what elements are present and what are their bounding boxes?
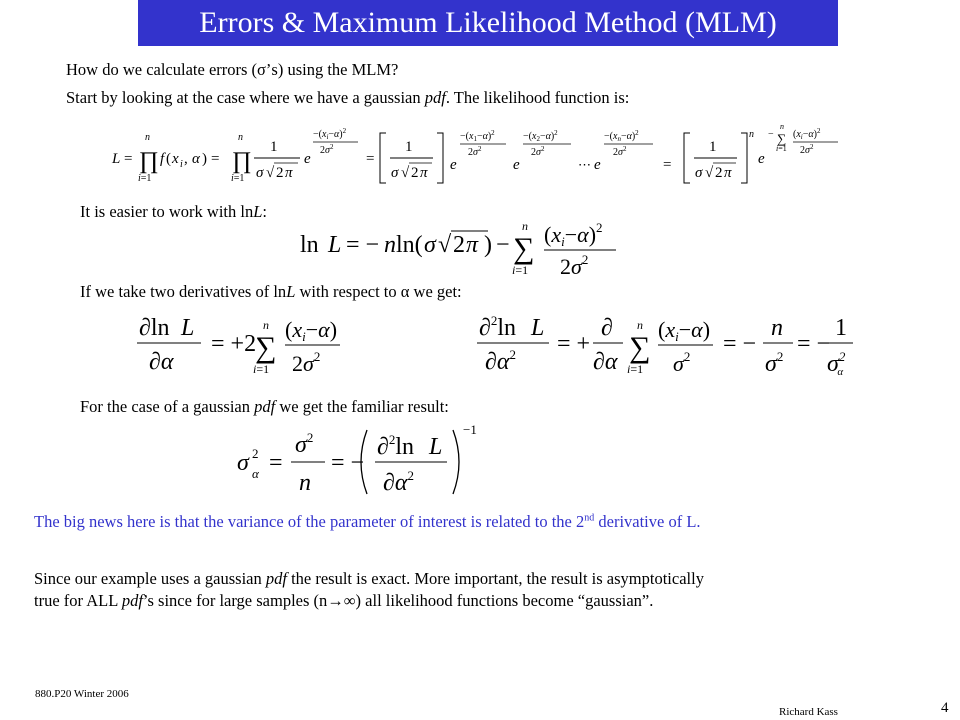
slide-title: Errors & Maximum Likelihood Method (MLM)	[138, 0, 838, 46]
log-likelihood-equation	[298, 212, 628, 287]
svg-text:−: −	[496, 232, 510, 258]
svg-text:∑: ∑	[777, 131, 787, 146]
svg-text:√: √	[401, 165, 410, 181]
likelihood-equation	[108, 115, 868, 200]
intro-question: How do we calculate errors (σ’s) using the MLM?	[66, 60, 399, 79]
svg-text:=: =	[211, 151, 220, 167]
svg-text:−(x2−α)2: $-(x_2-\alpha)^2$	[523, 129, 558, 143]
big-news-text: The big news here is that the variance of the parameter of interest is related to the 2nd derivative of L.	[34, 512, 701, 531]
svg-text:e: e	[758, 151, 765, 167]
svg-text:L: L	[328, 232, 342, 258]
svg-text:i=1: i=1	[627, 362, 644, 376]
svg-text:σ: σ	[256, 165, 264, 181]
svg-text:−1: −1	[463, 422, 477, 437]
svg-text:i: i	[180, 159, 183, 170]
second-derivative-equation	[475, 305, 855, 385]
footer-author: Richard Kass	[779, 706, 838, 718]
svg-text:x: x	[172, 151, 179, 167]
svg-text:√: √	[438, 232, 452, 258]
svg-text:σ: σ	[391, 165, 399, 181]
svg-text:n: n	[238, 132, 243, 143]
svg-text:): )	[484, 232, 492, 258]
svg-text:= −: = −	[723, 331, 757, 357]
svg-text:(xi−α)2: $(x_i-\alpha)^2$	[793, 127, 821, 141]
exact-text-line1: Since our example uses a gaussian pdf the result is exact. More important, the result is asymptotically	[34, 569, 704, 588]
footer-course: 880.P20 Winter 2006	[35, 688, 129, 700]
svg-text:2: 2	[411, 165, 419, 181]
svg-text:√: √	[266, 165, 275, 181]
svg-text:= −: = −	[346, 232, 380, 258]
svg-text:−: −	[768, 129, 774, 140]
svg-text:n: n	[145, 132, 150, 143]
svg-text:ln: ln	[300, 232, 319, 258]
svg-text:π: π	[420, 165, 428, 181]
svg-text:L: L	[531, 315, 545, 341]
svg-text:∂2ln: ∂$^2$ln	[479, 313, 517, 341]
svg-text:n: n	[263, 318, 269, 332]
svg-text:σ2: $\sigma^2$	[295, 430, 314, 458]
svg-text:π: π	[285, 165, 293, 181]
svg-text:= −: = −	[331, 450, 365, 476]
svg-text:1: 1	[709, 139, 717, 155]
svg-text:= +2: = +2	[211, 331, 257, 357]
svg-text:= −: = −	[797, 331, 831, 357]
svg-text:α: α	[192, 151, 200, 167]
svg-text:−(xn−α)2: $-(x_n-\alpha)^2$	[604, 129, 639, 143]
svg-text:π: π	[466, 232, 479, 258]
svg-text:n: n	[637, 318, 643, 332]
svg-text:i=1: i=1	[138, 173, 152, 184]
svg-text:∏: ∏	[232, 148, 252, 174]
svg-text:=: =	[663, 157, 672, 173]
svg-text:∂ln: ∂ln	[139, 315, 170, 341]
page-number: 4	[941, 700, 949, 716]
svg-text:e: e	[304, 151, 311, 167]
svg-text:= +: = +	[557, 331, 591, 357]
svg-text:α: α	[252, 466, 259, 481]
svg-text:(xi−α): (xi−α)	[658, 317, 711, 344]
svg-text:ln(: ln(	[396, 232, 423, 258]
svg-text:e: e	[450, 157, 457, 173]
svg-text:i=1: i=1	[253, 362, 270, 376]
svg-text:2σ2: $2\sigma^2$	[800, 143, 814, 156]
svg-text:π: π	[724, 165, 732, 181]
svg-text:e: e	[513, 157, 520, 173]
svg-text:): )	[202, 151, 207, 167]
svg-text:i=1: i=1	[512, 263, 529, 277]
svg-text:−(xi−α)2: $-(x_i-\alpha)^2$	[313, 127, 347, 141]
svg-text:(xi−α)2: $(xi-\alpha)^2$	[544, 220, 603, 249]
svg-text:∏: ∏	[139, 148, 159, 174]
svg-text:∂α: ∂α	[593, 349, 618, 375]
svg-text:L: L	[181, 315, 195, 341]
svg-text:n: n	[749, 129, 754, 140]
svg-text:σ: σ	[237, 450, 249, 476]
svg-text:2σ2: $2\sigma^2$	[320, 143, 334, 156]
svg-text:σ2: $\sigma^2$	[765, 349, 784, 377]
svg-text:∂: ∂	[601, 315, 613, 341]
svg-text:2: 2	[453, 232, 465, 258]
svg-text:∂α: ∂α	[149, 349, 174, 375]
svg-text:n: n	[780, 122, 784, 131]
svg-text:∑: ∑	[629, 331, 651, 364]
first-derivative-equation	[135, 305, 355, 385]
svg-text:−(x1−α)2: $-(x_1-\alpha)^2$	[460, 129, 495, 143]
svg-text:n: n	[299, 470, 311, 496]
svg-text:n: n	[522, 219, 528, 233]
svg-text:2: 2	[715, 165, 723, 181]
svg-text:i=1: i=1	[776, 144, 787, 153]
svg-text:f: f	[160, 151, 165, 167]
svg-text:=: =	[124, 151, 133, 167]
svg-text:2σ2: $2\sigma^2$	[468, 145, 482, 158]
svg-text:i=1: i=1	[231, 173, 245, 184]
svg-text:(xi−α): (xi−α)	[285, 317, 338, 344]
svg-text:2: 2	[252, 446, 259, 461]
derivatives-text: If we take two derivatives of lnL with respect to α we get:	[80, 282, 462, 301]
svg-text:2: 2	[276, 165, 284, 181]
svg-text:e: e	[594, 157, 601, 173]
svg-text:=: =	[366, 151, 375, 167]
easier-text: It is easier to work with lnL:	[80, 202, 267, 221]
svg-text:2σ2: $2\sigma^2$	[560, 252, 589, 279]
svg-text:σ2: $\sigma^2$	[673, 349, 691, 376]
svg-text:∑: ∑	[255, 331, 277, 364]
svg-text:2σ2: $2\sigma^2$	[292, 349, 321, 376]
svg-text:=: =	[269, 450, 283, 476]
svg-text:1: 1	[405, 139, 413, 155]
svg-text:1: 1	[835, 315, 847, 341]
svg-text:L: L	[429, 434, 443, 460]
svg-text:√: √	[705, 165, 714, 181]
svg-text:,: ,	[184, 151, 188, 167]
svg-text:n: n	[384, 232, 396, 258]
intro-gaussian: Start by looking at the case where we have a gaussian pdf. The likelihood function is:	[66, 88, 630, 107]
svg-text:∂α2: $\partial\alpha^2$	[485, 347, 516, 375]
variance-equation	[235, 420, 485, 505]
svg-text:2σ2: $2\sigma^2$	[531, 145, 545, 158]
exact-text-line2: true for ALL pdf’s since for large samples (n→∞) all likelihood functions become “gaussian”.	[34, 591, 654, 610]
svg-text:∂α2: $\partial\alpha^2$	[383, 468, 414, 496]
svg-text:σ: σ	[695, 165, 703, 181]
svg-text:∑: ∑	[513, 232, 535, 265]
svg-text:(: (	[166, 151, 171, 167]
svg-text:σ: σ	[424, 232, 436, 258]
svg-text:2σ2: $2\sigma^2$	[613, 145, 627, 158]
familiar-text: For the case of a gaussian pdf we get the familiar result:	[80, 397, 449, 416]
svg-text:σ2α: $\sigma^2$ α	[827, 349, 846, 378]
svg-text:∂2ln: ∂$^2$ln	[377, 432, 415, 460]
svg-text:n: n	[771, 315, 783, 341]
svg-text:1: 1	[270, 139, 278, 155]
svg-text:L: L	[112, 151, 121, 167]
svg-text:⋯: ⋯	[578, 157, 591, 172]
